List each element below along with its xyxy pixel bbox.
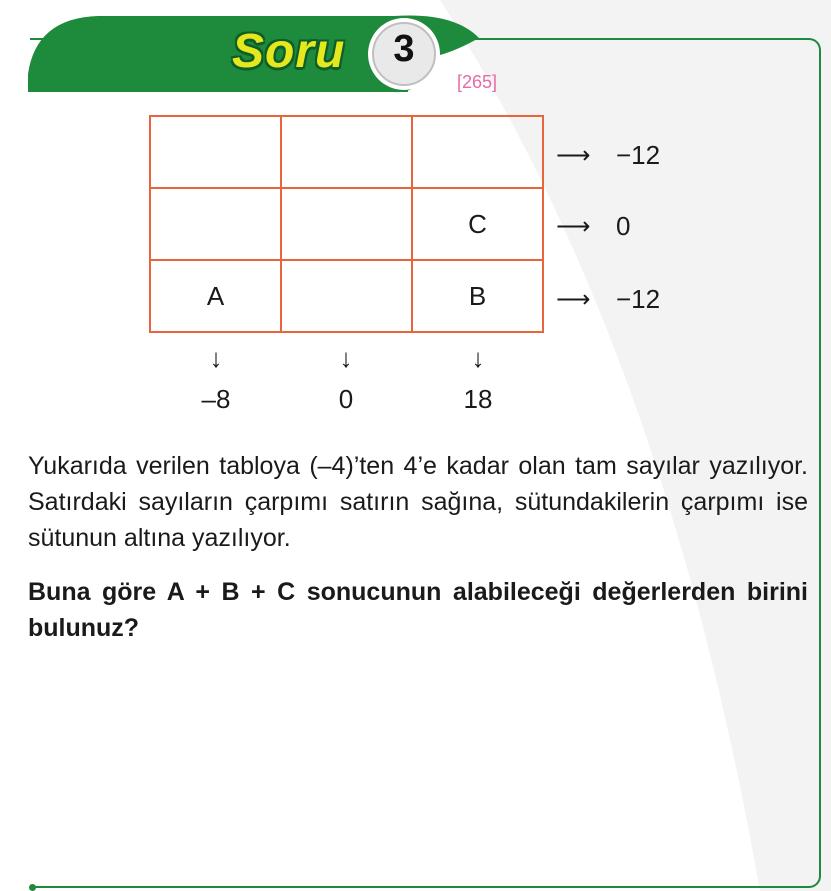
grid-cell-c: C [412, 188, 543, 260]
frame-corner-dot [29, 884, 36, 891]
column-2-arrow: ↓ [339, 343, 353, 373]
grid-row [150, 116, 543, 188]
grid-row [150, 188, 543, 260]
row-3-product: −12 [616, 284, 661, 314]
column-3-product: 18 [463, 384, 493, 414]
grid-cell [412, 116, 543, 188]
number-grid [149, 115, 544, 333]
column-3-arrow: ↓ [471, 343, 485, 373]
question-prompt: Buna göre A + B + C sonucunun alabileceği değerlerden birini bulunuz? [28, 578, 808, 642]
row-2-arrow: ⟶ [556, 213, 591, 240]
grid-cell [150, 188, 281, 260]
question-text: Yukarıda verilen tabloya (–4)’ten 4’e kadar olan tam sayılar yazılıyor. Satırdaki sayıların çarpımı satırın sağına, sütundakilerin çarpımı ise sütunun altına yazılıyor. [28, 452, 808, 552]
column-1-product: –8 [201, 384, 231, 414]
column-2-product: 0 [338, 384, 354, 414]
row-2-product: 0 [616, 211, 631, 241]
grid-cell-a: A [150, 260, 281, 332]
header-banner [28, 14, 408, 92]
grid-cell-b: B [412, 260, 543, 332]
question-number: 3 [393, 28, 415, 70]
question-title: Soru [232, 25, 346, 78]
grid-row [150, 260, 543, 332]
grid-cell [281, 116, 412, 188]
grid-cell [150, 116, 281, 188]
row-1-arrow: ⟶ [556, 142, 591, 169]
grid-cell [281, 188, 412, 260]
grid-cell [281, 260, 412, 332]
row-3-arrow: ⟶ [556, 286, 591, 313]
reference-code: [265] [457, 72, 498, 92]
column-1-arrow: ↓ [209, 343, 223, 373]
row-1-product: −12 [616, 140, 661, 170]
